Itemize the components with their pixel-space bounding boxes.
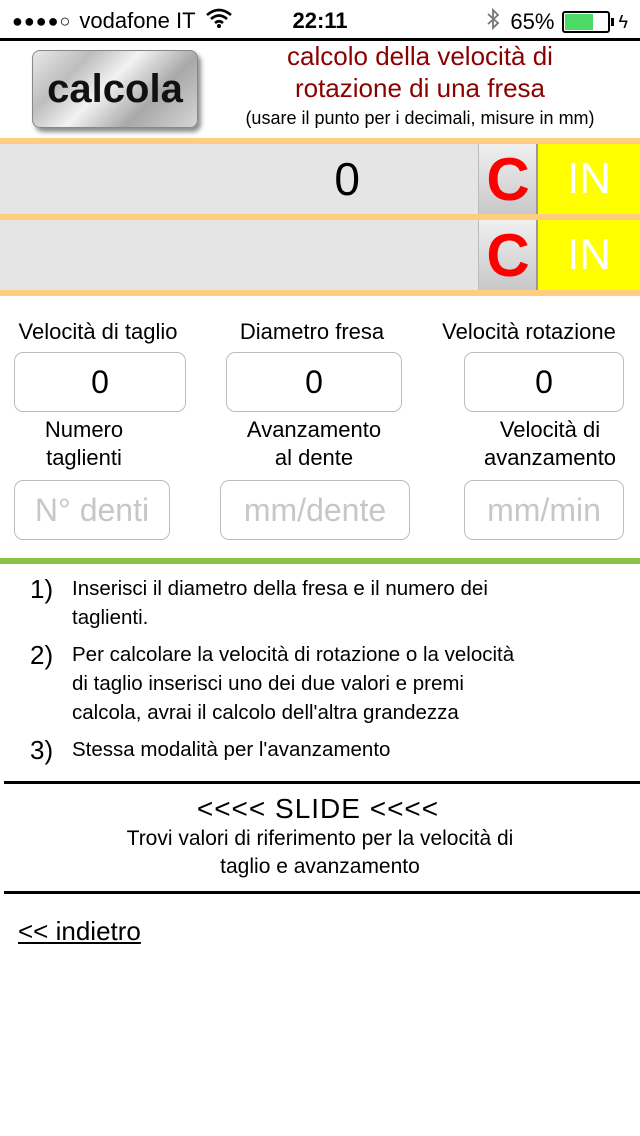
display-row-2 <box>0 220 640 290</box>
label-avanzamento-dente <box>214 416 414 472</box>
instruction-line: Stessa modalità per l'avanzamento <box>72 738 391 761</box>
label-line: al dente <box>274 445 354 470</box>
label-velocita-avanzamento <box>462 416 638 472</box>
bluetooth-icon <box>486 8 500 36</box>
avanzamento-dente-input[interactable]: mm/dente <box>220 480 410 540</box>
diametro-fresa-input[interactable]: 0 <box>226 352 402 412</box>
page-title-line1: calcolo della velocità di <box>287 41 553 71</box>
calcola-button[interactable]: calcola <box>32 50 198 128</box>
instruction-number: 3) <box>30 735 54 765</box>
slide-desc-line: Trovi valori di riferimento per la velocità di <box>126 827 514 850</box>
label-line: Numero <box>44 417 124 442</box>
velocita-rotazione-input[interactable]: 0 <box>464 352 624 412</box>
instruction-item <box>30 640 630 727</box>
display-separator <box>0 290 640 296</box>
carrier-name: vodafone IT <box>79 8 196 33</box>
instruction-text <box>72 735 390 766</box>
instruction-line: Per calcolare la velocità di rotazione o la velocità <box>72 643 515 666</box>
instruction-item <box>30 735 630 766</box>
instruction-text <box>72 640 514 727</box>
battery-percent: 65% <box>510 9 555 34</box>
battery-fill <box>565 14 592 30</box>
back-link[interactable]: << indietro <box>18 916 141 946</box>
charging-bolt-icon: ϟ <box>618 11 628 32</box>
slide-hint-title[interactable]: <<<< SLIDE <<<< <box>196 793 440 824</box>
label-numero-taglienti <box>0 416 168 472</box>
green-divider <box>0 558 640 564</box>
numero-denti-input[interactable]: N° denti <box>14 480 170 540</box>
instruction-line: Inserisci il diametro della fresa e il numero dei <box>72 577 488 600</box>
label-line: taglienti <box>46 445 122 470</box>
signal-strength-icon: ●●●●○ <box>12 10 72 31</box>
status-right <box>486 8 628 36</box>
clear-button-1[interactable]: C <box>478 144 537 214</box>
instructions-list <box>30 574 630 774</box>
label-line: Avanzamento <box>246 417 382 442</box>
status-time: 22:11 <box>292 8 348 33</box>
label-line: Velocità di <box>499 417 601 442</box>
page-title-line2: rotazione di una fresa <box>294 73 546 103</box>
instruction-number: 2) <box>30 640 54 670</box>
page-title-block <box>210 40 630 129</box>
instruction-number: 1) <box>30 574 54 604</box>
instruction-line: di taglio inserisci uno dei due valori e premi <box>72 672 464 695</box>
label-velocita-taglio: Velocità di taglio <box>18 319 178 344</box>
instruction-line: calcola, avrai il calcolo dell'altra grandezza <box>72 701 459 724</box>
status-bar <box>0 0 640 38</box>
in-button-1[interactable]: IN <box>536 144 640 214</box>
slide-bottom-divider <box>4 891 640 894</box>
page-subtitle: (usare il punto per i decimali, misure in mm) <box>245 108 595 128</box>
instruction-item <box>30 574 630 632</box>
label-line: avanzamento <box>483 445 617 470</box>
slide-hint-description <box>60 825 580 881</box>
display-value-1: 0 <box>334 153 360 205</box>
in-button-2[interactable]: IN <box>536 220 640 290</box>
slide-desc-line: taglio e avanzamento <box>220 855 420 878</box>
velocita-avanzamento-input[interactable]: mm/min <box>464 480 624 540</box>
display-row-1 <box>0 144 640 214</box>
velocita-taglio-input[interactable]: 0 <box>14 352 186 412</box>
slide-top-divider <box>4 781 640 784</box>
clear-button-2[interactable]: C <box>478 220 537 290</box>
instruction-text <box>72 574 488 632</box>
instruction-line: taglienti. <box>72 606 149 629</box>
battery-icon <box>562 11 610 33</box>
label-velocita-rotazione: Velocità rotazione <box>442 319 616 344</box>
label-diametro-fresa: Diametro fresa <box>239 319 385 344</box>
battery-tip <box>611 18 614 26</box>
